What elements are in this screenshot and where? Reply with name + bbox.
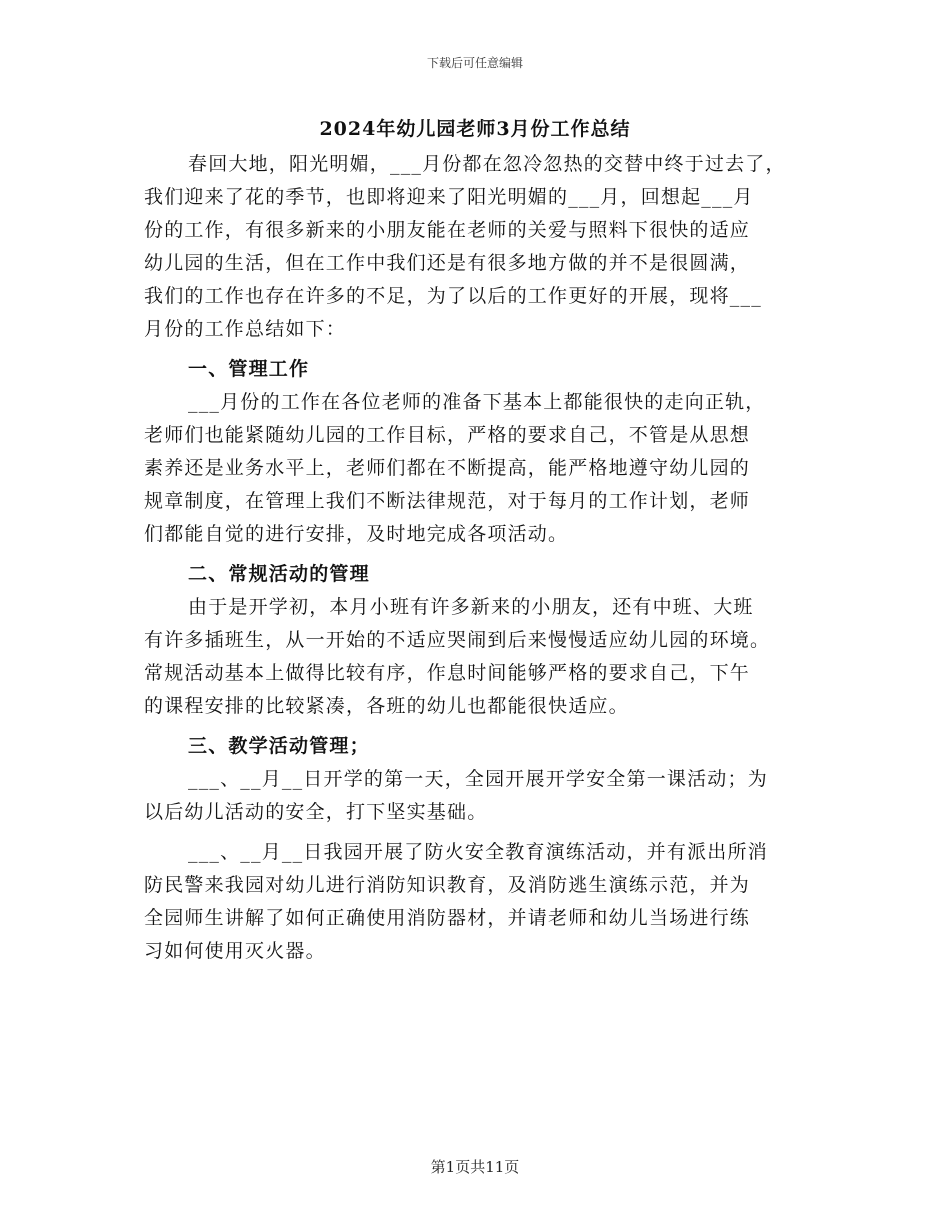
text-line: 规章制度，在管理上我们不断法律规范，对于每月的工作计划，老师	[144, 490, 751, 512]
document-body	[144, 148, 814, 968]
section-heading: 一、管理工作	[188, 358, 310, 380]
text-line: 我们迎来了花的季节，也即将迎来了阳光明媚的___月，回想起___月	[144, 186, 754, 208]
text-line: 春回大地，阳光明媚，___月份都在忽冷忽热的交替中终于过去了，	[188, 153, 786, 175]
text-line: 素养还是业务水平上，老师们都在不断提高，能严格地遵守幼儿园的	[144, 457, 751, 479]
text-line: ___月份的工作在各位老师的准备下基本上都能很快的走向正轨，	[188, 391, 766, 413]
download-note: 下载后可任意编辑	[426, 56, 523, 70]
text-line: 我们的工作也存在许多的不足，为了以后的工作更好的开展，现将___	[144, 285, 762, 307]
text-line: 有许多插班生，从一开始的不适应哭闹到后来慢慢适应幼儿园的环境。	[144, 629, 771, 651]
text-line: ___、__月__日我园开展了防火安全教育演练活动，并有派出所消	[188, 841, 768, 863]
text-line: 们都能自觉的进行安排，及时地完成各项活动。	[144, 523, 569, 545]
text-line: 幼儿园的生活，但在工作中我们还是有很多地方做的并不是很圆满，	[144, 252, 751, 274]
text-line: 老师们也能紧随幼儿园的工作目标，严格的要求自己，不管是从思想	[144, 424, 751, 446]
text-line: 由于是开学初，本月小班有许多新来的小朋友，还有中班、大班	[188, 596, 754, 618]
text-line: ___、__月__日开学的第一天，全园开展开学安全第一课活动；为	[188, 768, 768, 790]
text-line: 全园师生讲解了如何正确使用消防器材，并请老师和幼儿当场进行练	[144, 907, 751, 929]
section-heading: 二、常规活动的管理	[188, 563, 370, 585]
text-line: 防民警来我园对幼儿进行消防知识教育，及消防逃生演练示范，并为	[144, 874, 751, 896]
text-line: 习如何使用灭火器。	[144, 940, 326, 962]
text-line: 份的工作，有很多新来的小朋友能在老师的关爱与照料下很快的适应	[144, 219, 751, 241]
text-line: 的课程安排的比较紧凑，各班的幼儿也都能很快适应。	[144, 695, 629, 717]
section-heading: 三、教学活动管理；	[188, 735, 370, 757]
text-line: 月份的工作总结如下：	[144, 318, 347, 340]
page-number: 第1页共11页	[430, 1158, 520, 1176]
text-line: 常规活动基本上做得比较有序，作息时间能够严格的要求自己，下午	[144, 662, 751, 684]
document-title: 2024年幼儿园老师3月份工作总结	[319, 118, 631, 140]
text-line: 以后幼儿活动的安全，打下坚实基础。	[144, 801, 488, 823]
